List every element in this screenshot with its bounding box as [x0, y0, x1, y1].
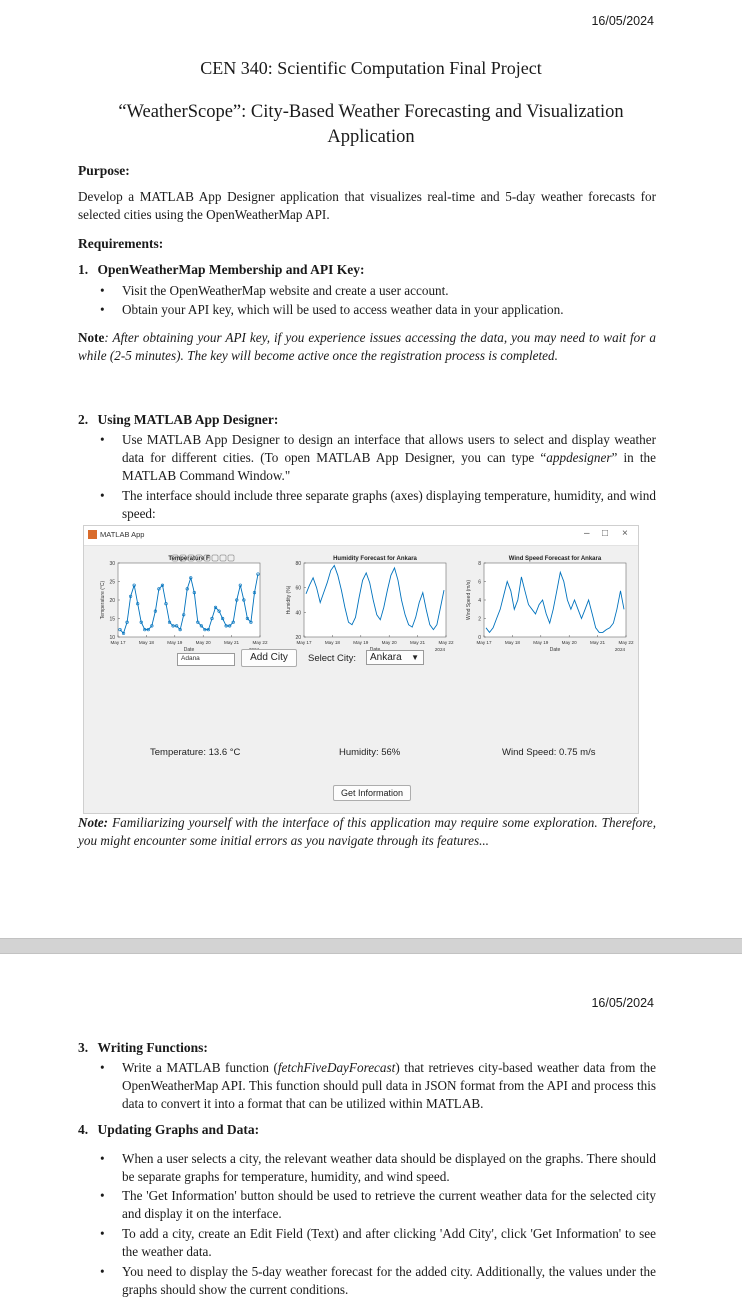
section-2-heading [78, 412, 278, 428]
list-item-text: Visit the OpenWeatherMap website and create a user account. [122, 283, 449, 298]
note-familiarize [78, 814, 656, 850]
add-city-button[interactable]: Add City [241, 649, 297, 667]
close-button[interactable]: × [622, 528, 628, 539]
bullet-icon: • [100, 1226, 105, 1241]
wind-speed-chart[interactable] [464, 554, 634, 660]
page-date: 16/05/2024 [591, 14, 654, 28]
select-city-label: Select City: [308, 653, 357, 664]
bullet-icon: • [100, 432, 105, 447]
y-axis-label: Wind Speed (m/s) [466, 579, 472, 621]
zoom-out-icon [220, 555, 226, 561]
list-item-text: The interface should include three separate graphs (axes) displaying temperature, humidity, and wind speed: [122, 488, 656, 521]
y-axis-label: Temperature (°C) [100, 580, 106, 620]
matlab-logo-icon [88, 530, 97, 539]
minimize-button[interactable]: – [584, 528, 590, 539]
y-tick-label: 8 [478, 561, 481, 567]
x-tick-label: May 22 [438, 640, 454, 645]
list-item [100, 1059, 656, 1113]
list-item-text: You need to display the 5-day weather forecast for the added city. Additionally, the values under the graphs should show the current conditions. [122, 1264, 656, 1297]
y-tick-label: 60 [295, 585, 301, 592]
list-item [100, 1150, 656, 1186]
x-tick-label: May 19 [167, 640, 183, 645]
temperature-chart[interactable] [98, 554, 268, 660]
list-item [100, 1187, 656, 1223]
text-segment: ) that retrieves city-based weather data from the OpenWeatherMap API. This function should pull data in JSON format from the API and process this data to convert it into a format that can be utilized within MATLAB. [122, 1060, 656, 1111]
app-title-bar [84, 526, 638, 546]
city-edit-field[interactable]: Adana [177, 653, 235, 666]
city-dropdown-value: Ankara [370, 652, 402, 663]
section-number: 1. [78, 262, 89, 277]
y-tick-label: 0 [478, 635, 481, 641]
chart-title: Humidity Forecast for Ankara [333, 556, 417, 562]
bullet-icon: • [100, 1060, 105, 1075]
x-year-label: 2024 [434, 647, 446, 652]
x-tick-label: May 17 [110, 640, 126, 645]
x-tick-label: May 21 [410, 640, 426, 645]
page-date: 16/05/2024 [591, 996, 654, 1010]
page-separator [0, 938, 742, 954]
x-axis-label: Date [549, 647, 561, 653]
bullet-icon: • [100, 1264, 105, 1279]
temperature-readout: Temperature: 13.6 °C [150, 747, 241, 758]
list-item [100, 301, 656, 319]
y-tick-label: 15 [109, 616, 115, 623]
plot-area [118, 563, 260, 637]
chart-title: Temperature F [168, 556, 210, 562]
text-segment: Write a MATLAB function ( [122, 1060, 278, 1075]
list-item [100, 431, 656, 485]
x-tick-label: May 18 [138, 640, 154, 645]
project-subtitle: “WeatherScope”: City-Based Weather Forecasting and Visualization Application [118, 102, 624, 147]
text-segment: ” in the MATLAB Command Window." [122, 450, 656, 483]
list-item-text: When a user selects a city, the relevant weather data should be displayed on the graphs. There should be separate graphs for temperature, humidity, and wind speed. [122, 1151, 656, 1184]
x-tick-label: May 20 [381, 640, 397, 645]
x-tick-label: May 22 [252, 640, 268, 645]
list-item [100, 282, 656, 300]
section-title: Using MATLAB App Designer: [97, 412, 279, 427]
app-window-title: MATLAB App [100, 530, 145, 539]
x-tick-label: May 19 [533, 640, 549, 645]
section-1-heading [78, 262, 365, 278]
code-term: appdesigner [546, 450, 612, 465]
list-item-text: The 'Get Information' button should be used to retrieve the current weather data for the selected city and display it on the interface. [122, 1188, 656, 1221]
x-tick-label: May 18 [324, 640, 340, 645]
section-title: Writing Functions: [97, 1040, 208, 1055]
section-title: OpenWeatherMap Membership and API Key: [97, 262, 365, 277]
y-tick-label: 10 [109, 635, 115, 641]
bullet-icon: • [100, 302, 105, 317]
section-number: 4. [78, 1122, 89, 1137]
bullet-icon: • [100, 488, 105, 503]
note-text: : After obtaining your API key, if you experience issues accessing the data, you may need to wait for a while (2-5 minutes). The key will become active once the registration process is completed. [78, 330, 656, 363]
x-tick-label: May 22 [618, 640, 634, 645]
humidity-chart[interactable] [284, 554, 454, 660]
list-item-text: Obtain your API key, which will be used to access weather data in your application. [122, 302, 564, 317]
x-tick-label: May 18 [504, 640, 520, 645]
x-tick-label: May 21 [590, 640, 606, 645]
y-tick-label: 20 [295, 635, 301, 641]
list-item [100, 487, 656, 523]
bullet-icon: • [100, 1151, 105, 1166]
y-tick-label: 6 [478, 579, 481, 586]
bullet-icon: • [100, 1188, 105, 1203]
section-number: 3. [78, 1040, 89, 1055]
y-tick-label: 30 [109, 561, 115, 567]
section-number: 2. [78, 412, 89, 427]
bullet-icon: • [100, 283, 105, 298]
section-title: Updating Graphs and Data: [97, 1122, 260, 1137]
x-year-label: 2024 [614, 647, 626, 652]
x-tick-label: May 19 [353, 640, 369, 645]
note-label: Note [78, 330, 105, 345]
city-dropdown[interactable] [366, 650, 424, 665]
y-tick-label: 25 [109, 579, 115, 586]
humidity-readout: Humidity: 56% [339, 747, 401, 758]
y-tick-label: 2 [478, 616, 481, 623]
page-title: CEN 340: Scientific Computation Final Project [200, 58, 542, 78]
y-axis-label: Humidity (%) [286, 585, 292, 615]
wind-speed-readout: Wind Speed: 0.75 m/s [502, 747, 596, 758]
x-tick-label: May 21 [224, 640, 240, 645]
y-tick-label: 80 [295, 561, 301, 567]
section-3-heading [78, 1040, 208, 1056]
note-api-key [78, 329, 656, 365]
requirements-heading: Requirements: [78, 236, 164, 251]
chart-title: Wind Speed Forecast for Ankara [508, 556, 602, 562]
list-item [100, 1225, 656, 1261]
x-tick-label: May 17 [296, 640, 312, 645]
text-segment: Use MATLAB App Designer to design an interface that allows users to select and display weather data for different cities. (To open MATLAB App Designer, you can type “ [122, 432, 656, 465]
list-item-text: To add a city, create an Edit Field (Text) and after clicking 'Add City', click 'Get Information' to see the weather data. [122, 1226, 656, 1259]
x-tick-label: May 20 [561, 640, 577, 645]
y-tick-label: 4 [478, 598, 481, 604]
purpose-text: Develop a MATLAB App Designer application that visualizes real-time and 5-day weather forecasts for selected cities using the OpenWeatherMap API. [78, 189, 656, 222]
purpose-heading: Purpose: [78, 163, 130, 178]
function-name: fetchFiveDayForecast [277, 1060, 396, 1075]
get-information-button[interactable]: Get Information [333, 785, 411, 801]
document-page-2 [0, 954, 742, 1304]
maximize-button[interactable]: □ [602, 528, 609, 539]
x-tick-label: May 17 [476, 640, 492, 645]
note-label: Note: [78, 815, 109, 830]
home-icon [228, 555, 234, 561]
dropdown-arrow-icon: ▼ [411, 653, 419, 662]
zoom-in-icon [212, 555, 218, 561]
x-axis-label: Date [183, 647, 195, 653]
list-item [100, 1263, 656, 1299]
matlab-app-window [83, 525, 639, 814]
list-item-text [122, 1059, 656, 1113]
y-tick-label: 40 [295, 610, 301, 617]
list-item-text [122, 431, 656, 485]
x-tick-label: May 20 [195, 640, 211, 645]
section-4-heading [78, 1122, 259, 1138]
y-tick-label: 20 [109, 598, 115, 604]
note-text: Familiarizing yourself with the interface of this application may require some exploration. Therefore, you might encounter some initial errors as you navigate through its features... [78, 815, 656, 848]
